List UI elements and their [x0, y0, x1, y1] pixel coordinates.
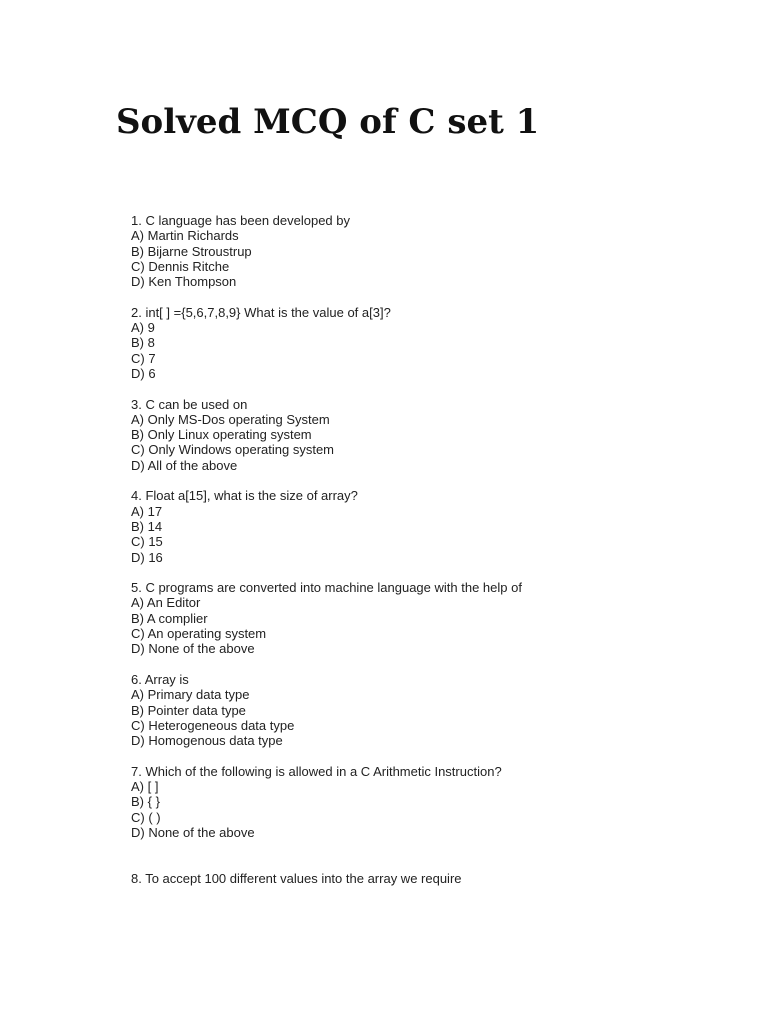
option-d: D) None of the above — [131, 824, 255, 840]
option-c: C) ( ) — [131, 809, 161, 825]
question-6 — [131, 672, 551, 748]
question-list — [131, 213, 551, 901]
option-c: C) 7 — [131, 350, 156, 366]
option-a: A) An Editor — [131, 595, 201, 611]
option-a: A) [ ] — [131, 778, 159, 794]
question-text: 2. int[ ] ={5,6,7,8,9} What is the value of a[3]? — [131, 304, 391, 320]
question-text: 5. C programs are converted into machine language with the help of — [131, 580, 522, 596]
question-2 — [131, 305, 551, 381]
option-d: D) All of the above — [131, 457, 238, 473]
document-title: Solved MCQ of C set 1 — [116, 102, 540, 142]
option-d: D) None of the above — [131, 641, 255, 657]
option-c: C) Heterogeneous data type — [131, 717, 295, 733]
option-b: B) Bijarne Stroustrup — [131, 243, 252, 259]
option-b: B) Only Linux operating system — [131, 427, 312, 443]
question-8 — [131, 871, 551, 886]
option-b: B) 14 — [131, 518, 163, 534]
question-4 — [131, 488, 551, 564]
option-b: B) A complier — [131, 610, 208, 626]
question-text: 7. Which of the following is allowed in a C Arithmetic Instruction? — [131, 763, 502, 779]
question-3 — [131, 397, 551, 473]
option-c: C) 15 — [131, 534, 163, 550]
option-c: C) Only Windows operating system — [131, 442, 335, 458]
option-d: D) 16 — [131, 549, 163, 565]
question-text: 8. To accept 100 different values into the array we require — [131, 870, 462, 886]
option-d: D) 6 — [131, 365, 156, 381]
question-text: 6. Array is — [131, 671, 189, 687]
option-a: A) Martin Richards — [131, 228, 239, 244]
option-b: B) Pointer data type — [131, 702, 246, 718]
question-1 — [131, 213, 551, 289]
option-a: A) 17 — [131, 503, 163, 519]
question-7 — [131, 764, 551, 840]
question-text: 3. C can be used on — [131, 396, 248, 412]
option-d: D) Homogenous data type — [131, 733, 283, 749]
option-a: A) Only MS-Dos operating System — [131, 411, 330, 427]
option-c: C) Dennis Ritche — [131, 258, 230, 274]
question-text: 1. C language has been developed by — [131, 213, 351, 228]
option-b: B) 8 — [131, 335, 155, 351]
option-a: A) Primary data type — [131, 687, 250, 703]
question-text: 4. Float a[15], what is the size of array? — [131, 488, 358, 504]
option-a: A) 9 — [131, 320, 155, 336]
option-b: B) { } — [131, 794, 160, 810]
option-c: C) An operating system — [131, 626, 267, 642]
question-5 — [131, 580, 551, 656]
option-d: D) Ken Thompson — [131, 274, 237, 290]
